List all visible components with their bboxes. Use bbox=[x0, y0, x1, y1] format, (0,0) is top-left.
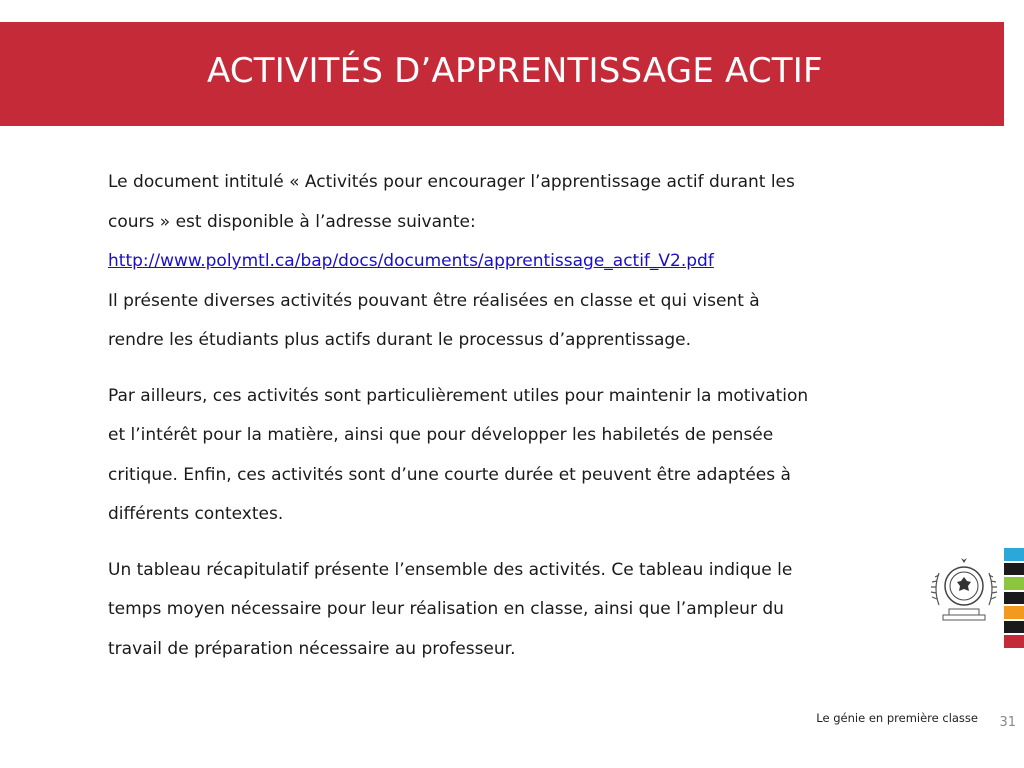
para3-line-3: travail de préparation nécessaire au professeur. bbox=[108, 638, 516, 659]
para2-line-3: critique. Enfin, ces activités sont d’une courte durée et peuvent être adaptées à bbox=[108, 464, 791, 485]
intro-line-4: rendre les étudiants plus actifs durant le processus d’apprentissage. bbox=[108, 330, 692, 350]
intro-line-2: cours » est disponible à l’adresse suivante: bbox=[108, 211, 476, 232]
para2-line-4: différents contextes. bbox=[108, 504, 284, 524]
stripe-red bbox=[1004, 635, 1024, 648]
summary-paragraph bbox=[108, 551, 948, 670]
stripe-orange bbox=[1004, 606, 1024, 619]
intro-paragraph bbox=[108, 163, 948, 361]
stripe-black bbox=[1004, 621, 1024, 634]
para2-line-1: Par ailleurs, ces activités sont particulièrement utiles pour maintenir la motivation bbox=[108, 385, 809, 406]
page-number: 31 bbox=[999, 715, 1016, 730]
para3-line-1: Un tableau récapitulatif présente l’ensemble des activités. Ce tableau indique le bbox=[108, 559, 793, 580]
slide-body bbox=[108, 163, 948, 669]
stripe-blue bbox=[1004, 548, 1024, 561]
motivation-paragraph bbox=[108, 377, 948, 535]
slide-title: ACTIVITÉS D’APPRENTISSAGE ACTIF bbox=[207, 51, 823, 91]
footer-tagline: Le génie en première classe bbox=[816, 711, 978, 725]
stripe-black bbox=[1004, 563, 1024, 576]
para2-line-2: et l’intérêt pour la matière, ainsi que pour développer les habiletés de pensée bbox=[108, 425, 774, 445]
polytechnique-seal-icon bbox=[929, 553, 999, 625]
stripe-black bbox=[1004, 592, 1024, 605]
intro-line-1: Le document intitulé « Activités pour encourager l’apprentissage actif durant les bbox=[108, 172, 795, 192]
document-link[interactable]: http://www.polymtl.ca/bap/docs/documents/apprentissage_actif_V2.pdf bbox=[108, 251, 714, 271]
side-color-stripes bbox=[1004, 548, 1024, 650]
intro-line-3: Il présente diverses activités pouvant être réalisées en classe et qui visent à bbox=[108, 290, 760, 311]
stripe-green bbox=[1004, 577, 1024, 590]
para3-line-2: temps moyen nécessaire pour leur réalisation en classe, ainsi que l’ampleur du bbox=[108, 599, 784, 619]
title-bar bbox=[0, 22, 1004, 126]
